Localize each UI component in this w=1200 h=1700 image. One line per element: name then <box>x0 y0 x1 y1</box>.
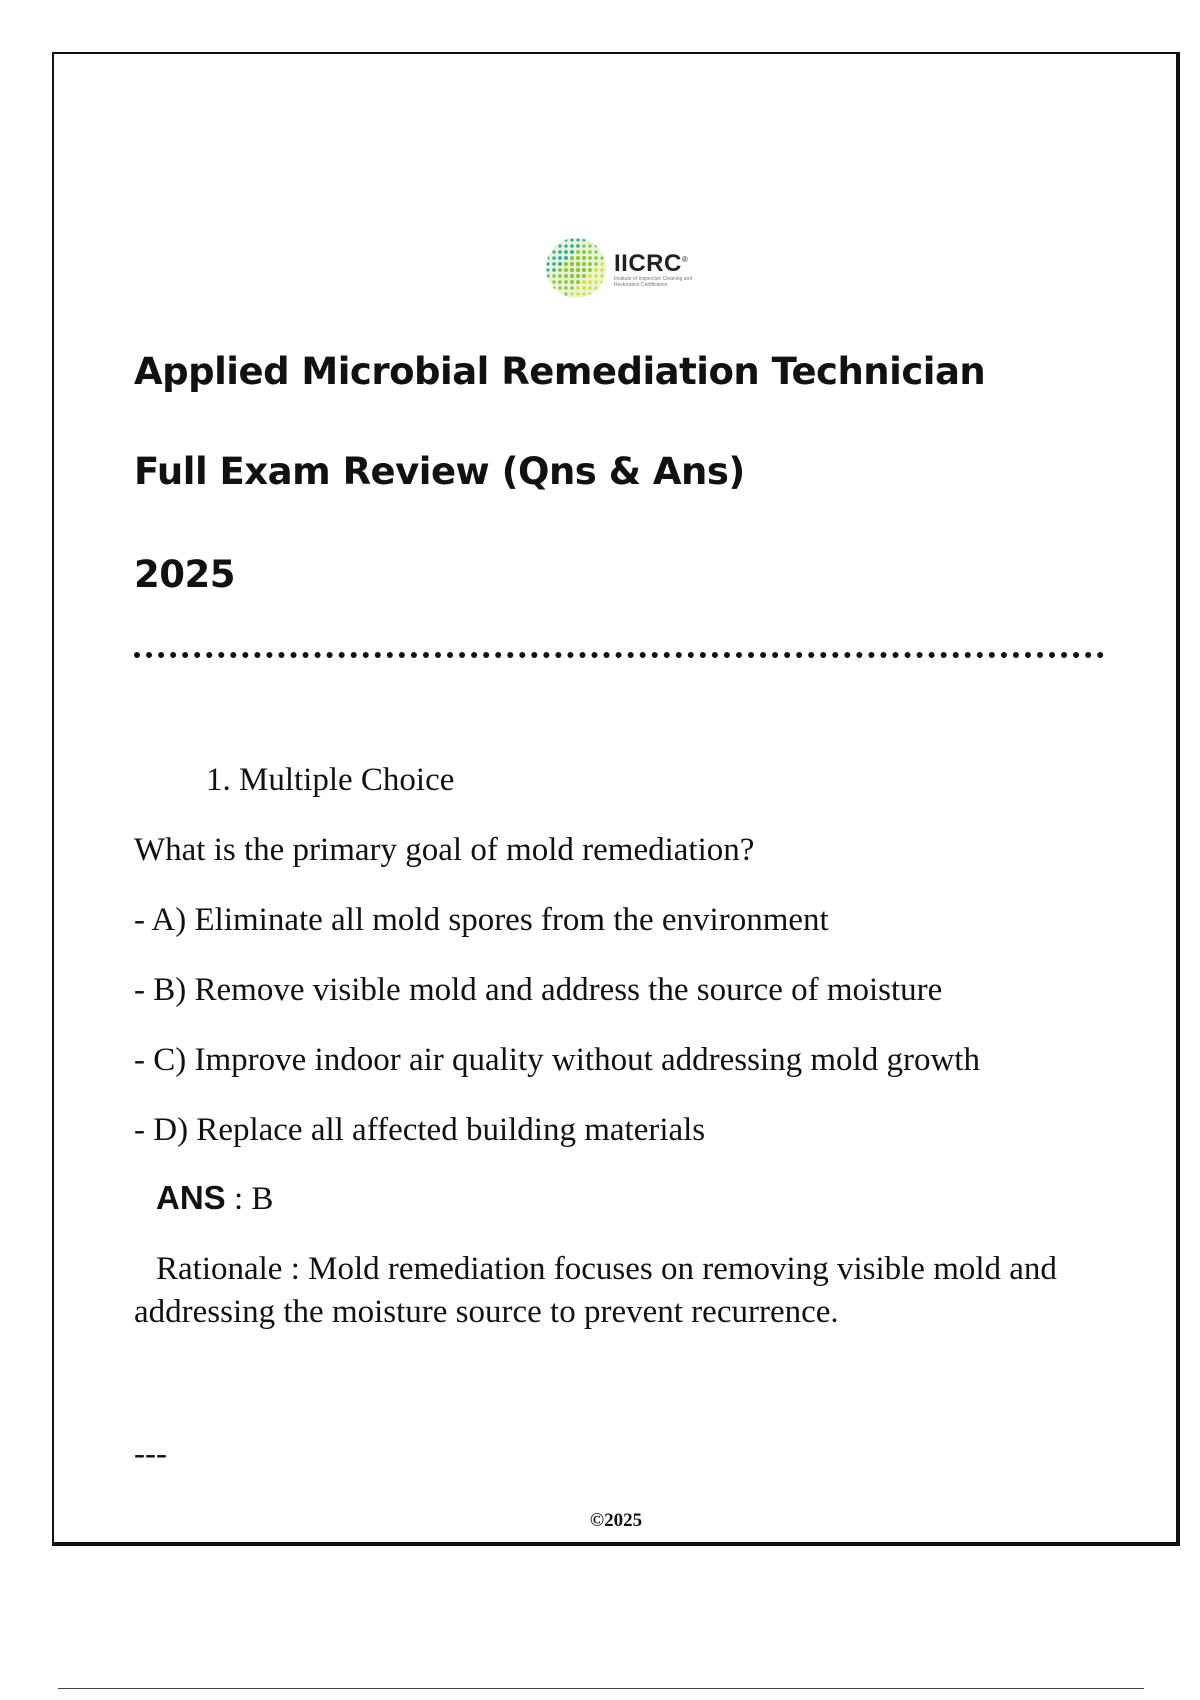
globe-dot <box>564 250 568 254</box>
globe-dot <box>570 268 575 273</box>
globe-dot <box>576 256 580 260</box>
answer-row <box>156 1178 273 1219</box>
rationale-text: : Mold remediation focuses on removing visible mold and addressing the moisture source to prevent recurrence. <box>134 1251 1057 1330</box>
globe-dot <box>570 280 574 284</box>
globe-dot <box>558 268 562 272</box>
question-text: What is the primary goal of mold remediation? <box>134 832 755 868</box>
globe-dot <box>600 256 603 259</box>
globe-dot <box>552 280 555 283</box>
globe-dot <box>546 262 549 265</box>
globe-dot <box>552 286 555 289</box>
globe-dot <box>576 238 579 241</box>
globe-dot <box>564 292 567 295</box>
globe-dot <box>558 256 562 260</box>
globe-dot <box>546 274 549 277</box>
globe-dot <box>588 286 591 289</box>
rationale <box>134 1248 1114 1334</box>
globe-dot <box>570 292 573 295</box>
globe-dot <box>582 262 586 266</box>
globe-dot <box>564 262 568 266</box>
globe-dot <box>576 262 581 267</box>
globe-dot <box>570 238 573 241</box>
globe-dot <box>594 262 598 266</box>
option-b: - B) Remove visible mold and address the source of moisture <box>134 972 943 1008</box>
globe-dot <box>582 244 585 247</box>
section-separator: --- <box>134 1436 167 1472</box>
globe-dot <box>576 286 580 290</box>
globe-grid-icon <box>544 236 608 300</box>
globe-dot <box>570 244 573 247</box>
globe-dot <box>576 280 580 284</box>
document-title-line-1: Applied Microbial Remediation Technician <box>134 350 986 393</box>
rationale-label: Rationale <box>156 1251 283 1287</box>
globe-dot <box>552 250 555 253</box>
logo-tagline: Institute of Inspection Cleaning and Restoration Certification <box>614 276 693 288</box>
globe-dot <box>546 268 549 271</box>
globe-dot <box>570 286 574 290</box>
globe-dot <box>588 280 592 284</box>
option-c: - C) Improve indoor air quality without addressing mold growth <box>134 1042 980 1078</box>
globe-dot <box>558 274 562 278</box>
globe-dot <box>564 274 568 278</box>
globe-dot <box>558 280 562 284</box>
globe-dot <box>552 256 555 259</box>
globe-dot <box>576 268 581 273</box>
globe-dot <box>564 286 567 289</box>
globe-dot <box>564 238 567 241</box>
globe-dot <box>564 268 568 272</box>
globe-dot <box>546 256 549 259</box>
globe-dot <box>594 274 598 278</box>
globe-dot <box>594 256 597 259</box>
globe-dot <box>594 286 597 289</box>
question-heading: 1. Multiple Choice <box>206 762 455 798</box>
globe-dot <box>582 286 586 290</box>
globe-dot <box>588 250 592 254</box>
globe-dot <box>570 250 574 254</box>
globe-dot <box>570 262 574 266</box>
globe-dot <box>576 274 580 278</box>
copyright-footer: ©2025 <box>589 1510 643 1531</box>
globe-dot <box>558 262 562 266</box>
globe-dot <box>600 274 603 277</box>
option-d: - D) Replace all affected building materials <box>134 1112 706 1148</box>
globe-dot <box>594 250 597 253</box>
globe-dot <box>582 268 586 272</box>
globe-dot <box>576 292 579 295</box>
globe-dot <box>600 262 603 265</box>
dotted-divider <box>134 652 1104 658</box>
globe-dot <box>564 280 568 284</box>
globe-dot <box>576 250 580 254</box>
globe-dot <box>570 256 574 260</box>
option-a: - A) Eliminate all mold spores from the environment <box>134 902 829 938</box>
globe-dot <box>588 292 591 295</box>
globe-dot <box>594 280 597 283</box>
globe-dot <box>552 268 555 271</box>
globe-dot <box>558 286 561 289</box>
globe-dot <box>594 268 598 272</box>
logo-text <box>614 248 710 288</box>
globe-dot <box>558 250 561 253</box>
document-title-line-2: Full Exam Review (Qns & Ans) <box>134 450 745 493</box>
globe-dot <box>582 280 586 284</box>
globe-dot <box>552 274 555 277</box>
iicrc-logo <box>544 236 710 300</box>
answer-value: : B <box>225 1181 274 1217</box>
globe-dot <box>564 244 567 247</box>
globe-dot <box>558 244 561 247</box>
globe-dot <box>594 244 597 247</box>
document-title-year: 2025 <box>134 553 235 596</box>
globe-dot <box>582 292 585 295</box>
globe-dot <box>582 250 586 254</box>
globe-dot <box>576 244 579 247</box>
globe-dot <box>588 262 592 266</box>
globe-dot <box>588 244 591 247</box>
globe-dot <box>588 274 592 278</box>
globe-dot <box>588 268 592 272</box>
globe-dot <box>564 256 568 260</box>
globe-dot <box>600 268 603 271</box>
bottom-rule <box>58 1688 1144 1689</box>
globe-dot <box>552 262 555 265</box>
answer-label: ANS <box>156 1179 226 1216</box>
globe-dot <box>582 256 586 260</box>
globe-dot <box>570 274 574 278</box>
logo-wordmark: IICRC® <box>614 250 689 277</box>
globe-dot <box>582 238 585 241</box>
globe-dot <box>582 274 586 278</box>
globe-dot <box>600 280 603 283</box>
globe-dot <box>588 256 592 260</box>
